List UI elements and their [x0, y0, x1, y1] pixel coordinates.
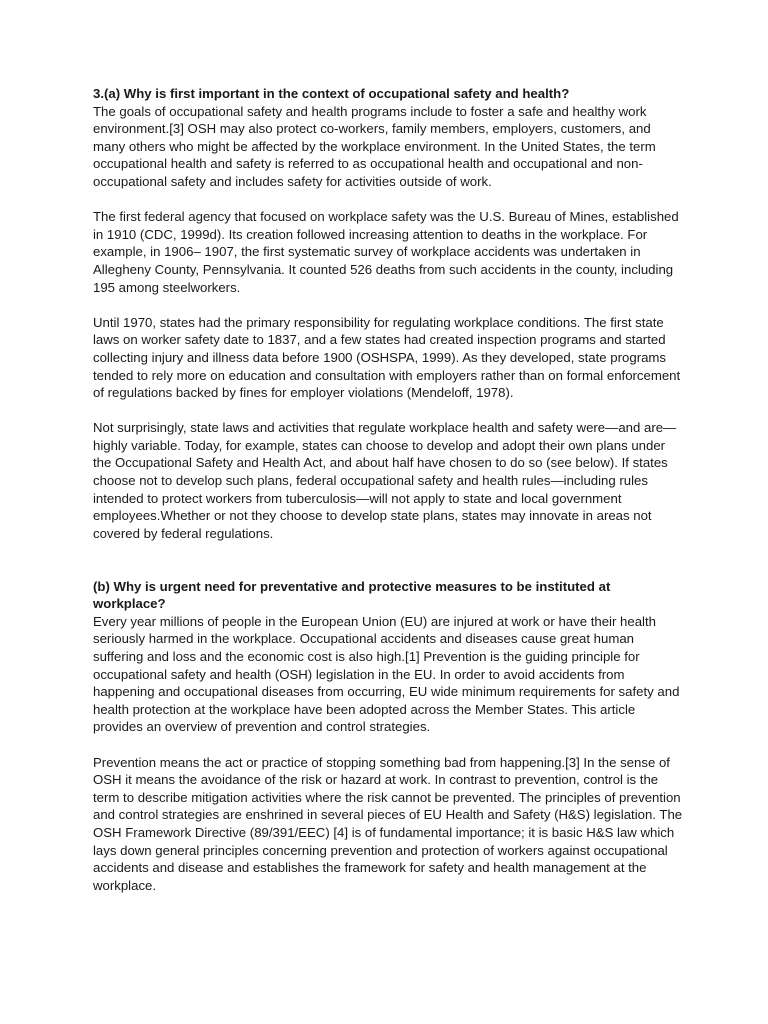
section-a-paragraph-3: Until 1970, states had the primary responsibility for regulating workplace conditions. The first state laws on worker safety date to 1837, and a few states had created inspection programs and started collecting injury and illness data before 1900 (OSHSPA, 1999). As they developed, state programs tended to rely more on education and consultation with employers rather than on formal enforcement of regulations backed by fines for employer violations (Mendeloff, 1978). — [93, 314, 681, 401]
document-page — [93, 85, 685, 912]
section-b — [93, 578, 685, 895]
section-a-paragraph-4: Not surprisingly, state laws and activities that regulate workplace health and safety were—and are—highly variable. Today, for example, states can choose to develop and adopt their own plans under the Occupational Safety and Health Act, and about half have chosen to do so (see below). If states choose not to develop such plans, federal occupational safety and health rules—including rules intended to protect workers from tuberculosis—will not apply to state and local government employees.Whether or not they choose to develop state plans, states may innovate in areas not covered by federal regulations. — [93, 420, 677, 541]
section-a-paragraph-1: The goals of occupational safety and health programs include to foster a safe and healthy work environment.[3] OSH may also protect co-workers, family members, employers, customers, and many others who might be affected by the workplace environment. In the United States, the term occupational health and safety is referred to as occupational health and occupational and non-occupational safety and includes safety for activities outside of work. — [93, 103, 656, 189]
section-spacer — [93, 560, 685, 578]
section-a — [93, 85, 685, 542]
section-b-paragraph-2: Prevention means the act or practice of stopping something bad from happening.[3] In the sense of OSH it means the avoidance of the risk or hazard at work. In contrast to prevention, control is the term to describe mitigation activities where the risk cannot be prevented. The principles of prevention and control strategies are enshrined in several pieces of EU Health and Safety (H&S) legislation. The OSH Framework Directive (89/391/EEC) [4] is of fundamental importance; it is basic H&S law which lays down general principles concerning prevention and protection of workers against occupational accidents and disease and establishes the framework for safety and health management at the workplace. — [93, 754, 683, 893]
section-a-paragraph-2: The first federal agency that focused on workplace safety was the U.S. Bureau of Mines, established in 1910 (CDC, 1999d). Its creation followed increasing attention to deaths in the workplace. For example, in 1906– 1907, the first systematic survey of workplace accidents was undertaken in Allegheny County, Pennsylvania. It counted 526 deaths from such accidents in the county, including 195 among steelworkers. — [93, 209, 679, 295]
section-a-heading: 3.(a) Why is first important in the context of occupational safety and health? — [93, 86, 570, 101]
section-b-paragraph-1: Every year millions of people in the European Union (EU) are injured at work or have their health seriously harmed in the workplace. Occupational accidents and diseases cause great human suffering and loss and the economic cost is also high.[1] Prevention is the guiding principle for occupational safety and health (OSH) legislation in the EU. In order to avoid accidents from happening and occupational diseases from occurring, EU wide minimum requirements for safety and health protection at the workplace have been adopted across the Member States. This article provides an overview of prevention and control strategies. — [93, 613, 680, 735]
section-b-heading: (b) Why is urgent need for preventative and protective measures to be instituted at workplace? — [93, 578, 611, 612]
